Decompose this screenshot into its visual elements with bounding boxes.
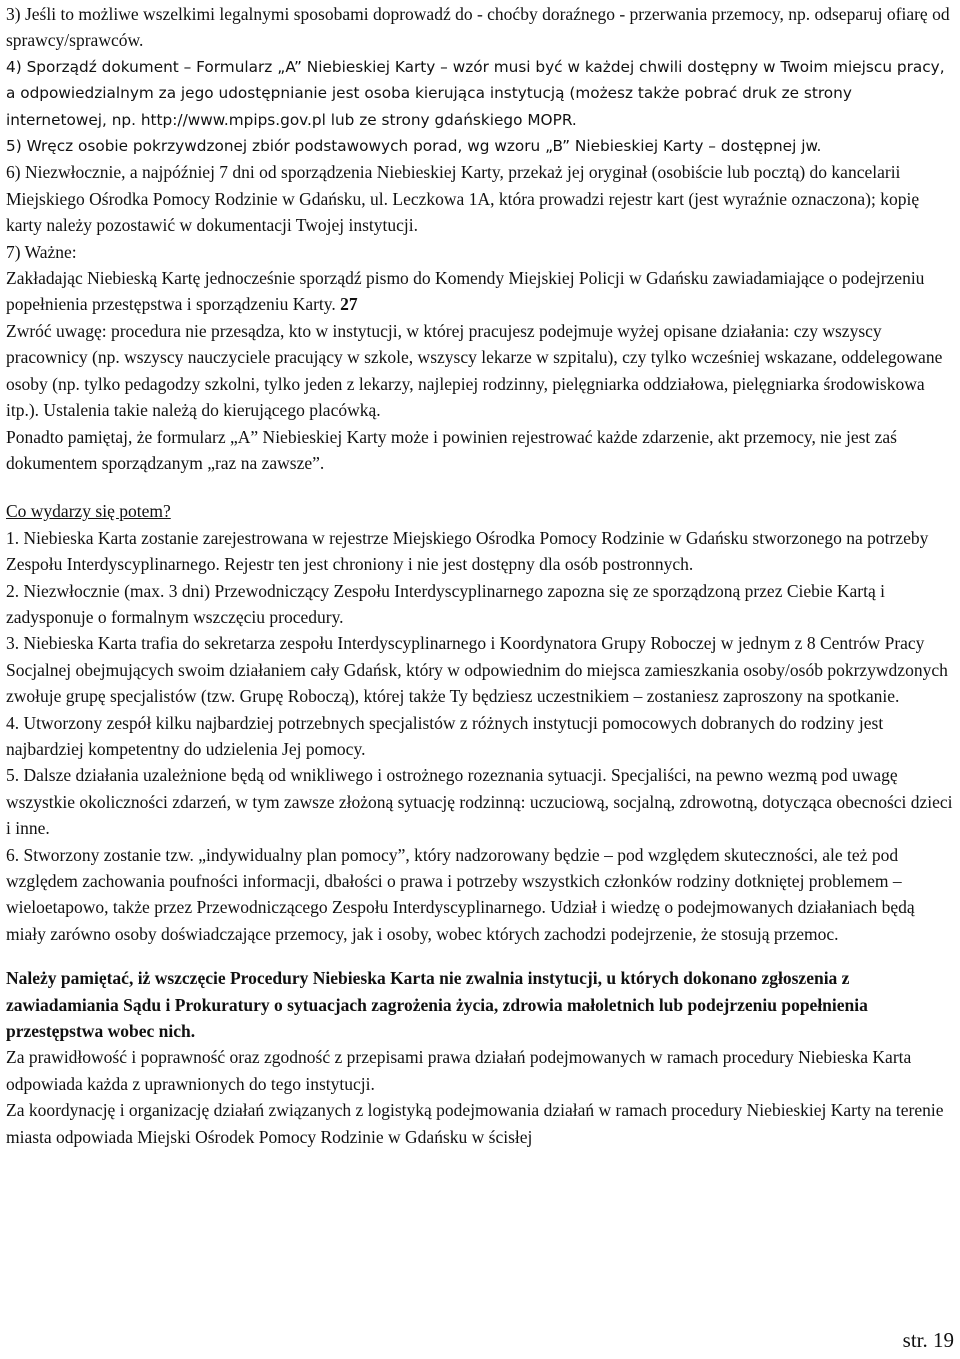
paragraph-step-3: 3) Jeśli to możliwe wszelkimi legalnymi sposobami doprowadź do - choćby doraźnego - przerwania przemocy, np. odseparuj ofiarę od sprawcy/sprawców. bbox=[6, 4, 950, 51]
paragraph-step-6: 6) Niezwłocznie, a najpóźniej 7 dni od sporządzenia Niebieskiej Karty, przekaż jej oryginał (osobiście lub pocztą) do kancelarii Miejskiego Ośrodka Pomocy Rodzinie w Gdańsku, ul. Leczkowa 1A, która prowadzi rejestr kart (jest wyraźnie oznaczona); kopię karty należy pozostawić w dokumentacji Twojej instytucji. bbox=[6, 162, 920, 236]
step-7-text: Zakładając Niebieską Kartę jednocześnie sporządź pismo do Komendy Miejskiej Policji w Gdańsku zawiadamiające o podejrzeniu popełnienia przestępstwa i sporządzeniu Karty. bbox=[6, 268, 925, 315]
footnote-ref: 27 bbox=[340, 294, 358, 315]
list-item-5: 5. Dalsze działania uzależnione będą od wnikliwego i ostrożnego rozeznania sytuacji. Specjaliści, na pewno wezmą pod uwagę wszystkie okoliczności zdarzeń, w tym zawsze złożoną sytuację rodzinną: uczuciową, socjalną, zdrowotną, dotycząca obecności dzieci i inne. bbox=[6, 765, 953, 839]
paragraph-moreover: Ponadto pamiętaj, że formularz „A” Niebieskiej Karty może i powinien rejestrować każde zdarzenie, akt przemocy, nie jest zaś dokumentem sporządzanym „raz na zawsze”. bbox=[6, 426, 897, 473]
list-item-2: 2. Niezwłocznie (max. 3 dni) Przewodniczący Zespołu Interdyscyplinarnego zapozna się ze sporządzoną przez Ciebie Kartą i zadysponuje o formalnym wszczęciu procedury. bbox=[6, 580, 885, 627]
list-item-4: 4. Utworzony zespół kilku najbardziej potrzebnych specjalistów z różnych instytucji pomocowych dobranych do rodziny jest najbardziej kompetentny do udzielenia Jej pomocy. bbox=[6, 712, 884, 759]
paragraph-step-5: 5) Wręcz osobie pokrzywdzonej zbiór podstawowych porad, wg wzoru „B” Niebieskiej Karty – dostępnej jw. bbox=[6, 137, 822, 156]
paragraph-step-7-body bbox=[6, 265, 956, 318]
paragraph-responsibility: Za prawidłowość i poprawność oraz zgodność z przepisami prawa działań podejmowanych w ramach procedury Niebieska Karta odpowiada każda z uprawnionych do tego instytucji. bbox=[6, 1047, 912, 1094]
list-item-6: 6. Stworzony zostanie tzw. „indywidualny plan pomocy”, który nadzorowany będzie – pod względem skuteczności, ale też pod względem zachowania poufności informacji, dbałości o prawa i potrzeby wszystkich członków rodziny dotkniętej problemem – wieloetapowo, także przez Przewodniczącego Zespołu Interdyscyplinarnego. Udział i wiedzę o podejmowanych działaniach będą miały zarówno osoby doświadczające przemocy, jak i osoby, wobec których zachodzi podejrzenie, że stosują przemoc. bbox=[6, 844, 915, 944]
paragraph-step-4: 4) Sporządź dokument – Formularz „A” Niebieskiej Karty – wzór musi być w każdej chwili dostępny w Twoim miejscu pracy, a odpowiedzialnym za jego udostępnianie jest osoba kierująca instytucją (możesz także pobrać druk ze strony internetowej, np. http://www.mpips.gov.pl lub ze strony gdańskiego MOPR. bbox=[6, 57, 945, 129]
paragraph-attention: Zwróć uwagę: procedura nie przesądza, kto w instytucji, w której pracujesz podejmuje wyżej opisane działania: czy wszyscy pracownicy (np. wszyscy nauczyciele pracujący w szkole, wszyscy lekarze w szpitalu), czy tylko wcześniej wskazane, oddelegowane osoby (np. tylko pedagodzy szkolni, tylko jeden z lekarzy, najlepiej rodzinny, pielęgniarka oddziałowa, pielęgniarka środowiskowa itp.). Ustalenia takie należą do kierującego placówką. bbox=[6, 320, 943, 421]
bold-note: Należy pamiętać, iż wszczęcie Procedury Niebieska Karta nie zwalnia instytucji, u których dokonano zgłoszenia z zawiadamiania Sądu i Prokuratury o sytuacjach zagrożenia życia, zdrowia małoletnich lub podejrzeniu popełnienia przestępstwa wobec nich. bbox=[6, 968, 868, 1042]
paragraph-step-7-heading: 7) Ważne: bbox=[6, 241, 77, 262]
paragraph-coordination: Za koordynację i organizację działań związanych z logistyką podejmowania działań w ramach procedury Niebieskiej Karty na terenie miasta odpowiada Miejski Ośrodek Pomocy Rodzinie w Gdańsku w ścisłej bbox=[6, 1100, 944, 1147]
spacer bbox=[6, 476, 956, 498]
document-body bbox=[6, 1, 956, 1150]
spacer bbox=[6, 947, 956, 965]
section-heading: Co wydarzy się potem? bbox=[6, 501, 171, 522]
list-item-3: 3. Niebieska Karta trafia do sekretarza zespołu Interdyscyplinarnego i Koordynatora Grupy Roboczej w jednym z 8 Centrów Pracy Socjalnej obejmujących swoim działaniem cały Gdańsk, który w odpowiednim do miejsca zamieszkania osoby/osób pokrzywdzonych zwołuje grupę specjalistów (tzw. Grupę Roboczą), której także Ty będziesz uczestnikiem – zostaniesz zaproszony na spotkanie. bbox=[6, 633, 948, 707]
page-number: str. 19 bbox=[902, 1328, 954, 1352]
list-item-1: 1. Niebieska Karta zostanie zarejestrowana w rejestrze Miejskiego Ośrodka Pomocy Rodzinie w Gdańsku stworzonego na potrzeby Zespołu Interdyscyplinarnego. Rejestr ten jest chroniony i nie jest dostępny dla osób postronnych. bbox=[6, 527, 929, 575]
